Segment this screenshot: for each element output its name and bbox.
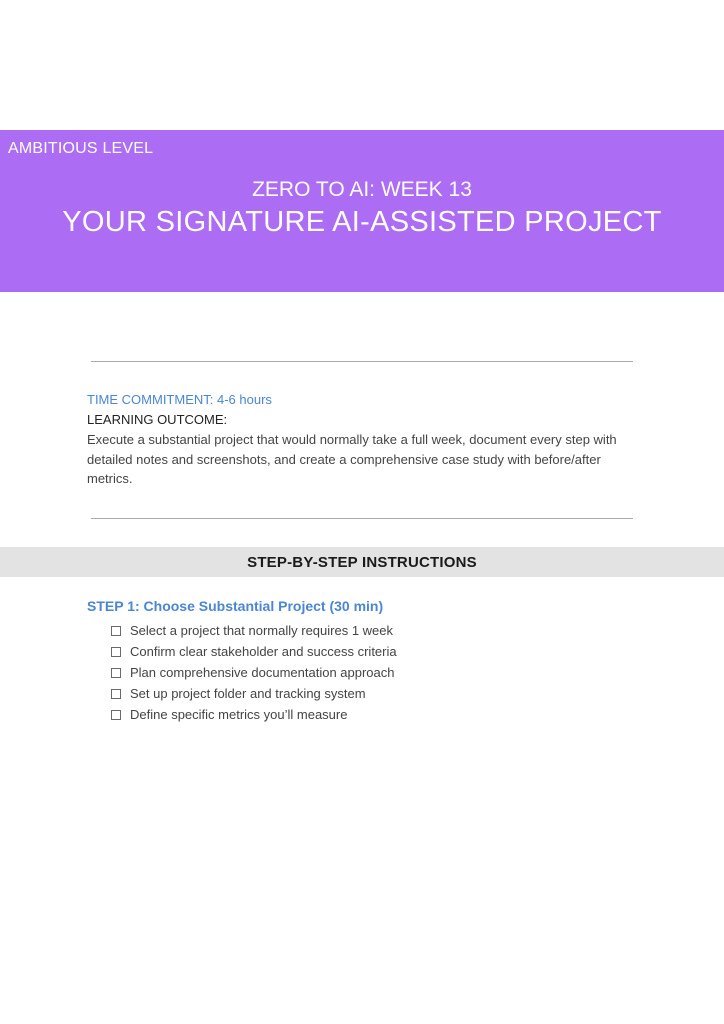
- checklist-item-label: Confirm clear stakeholder and success criteria: [130, 644, 397, 659]
- checklist-item-label: Set up project folder and tracking system: [130, 686, 366, 701]
- checklist-item-label: Select a project that normally requires 1 week: [130, 623, 394, 638]
- checklist-item[interactable]: [111, 683, 397, 704]
- checkbox-icon[interactable]: [111, 689, 121, 699]
- checklist-item-label: Plan comprehensive documentation approach: [130, 665, 395, 680]
- checkbox-icon[interactable]: [111, 626, 121, 636]
- info-section: [87, 390, 647, 489]
- checklist-item[interactable]: [111, 620, 397, 641]
- checklist-item-label: Define specific metrics you’ll measure: [130, 707, 348, 722]
- checklist-item[interactable]: [111, 662, 397, 683]
- checklist-item[interactable]: [111, 641, 397, 662]
- instructions-title: STEP-BY-STEP INSTRUCTIONS: [247, 554, 477, 571]
- learning-outcome-label: LEARNING OUTCOME:: [87, 412, 228, 427]
- checkbox-icon[interactable]: [111, 647, 121, 657]
- week-subtitle: ZERO TO AI: WEEK 13: [252, 178, 472, 201]
- page-title: YOUR SIGNATURE AI-ASSISTED PROJECT: [62, 206, 662, 238]
- checkbox-icon[interactable]: [111, 668, 121, 678]
- level-label: AMBITIOUS LEVEL: [8, 140, 154, 157]
- learning-outcome-text: Execute a substantial project that would normally take a full week, document every step with detailed notes and screenshots, and create a comprehensive case study with before/after metrics.: [87, 432, 617, 487]
- header-banner: [0, 130, 724, 292]
- instructions-header-band: [0, 547, 724, 577]
- time-commitment: TIME COMMITMENT: 4-6 hours: [87, 392, 272, 407]
- top-divider: [91, 361, 633, 362]
- checklist-item[interactable]: [111, 704, 397, 725]
- step-1-checklist: [111, 620, 397, 725]
- checkbox-icon[interactable]: [111, 710, 121, 720]
- bottom-divider: [91, 518, 633, 519]
- step-1-heading: STEP 1: Choose Substantial Project (30 min): [87, 598, 384, 614]
